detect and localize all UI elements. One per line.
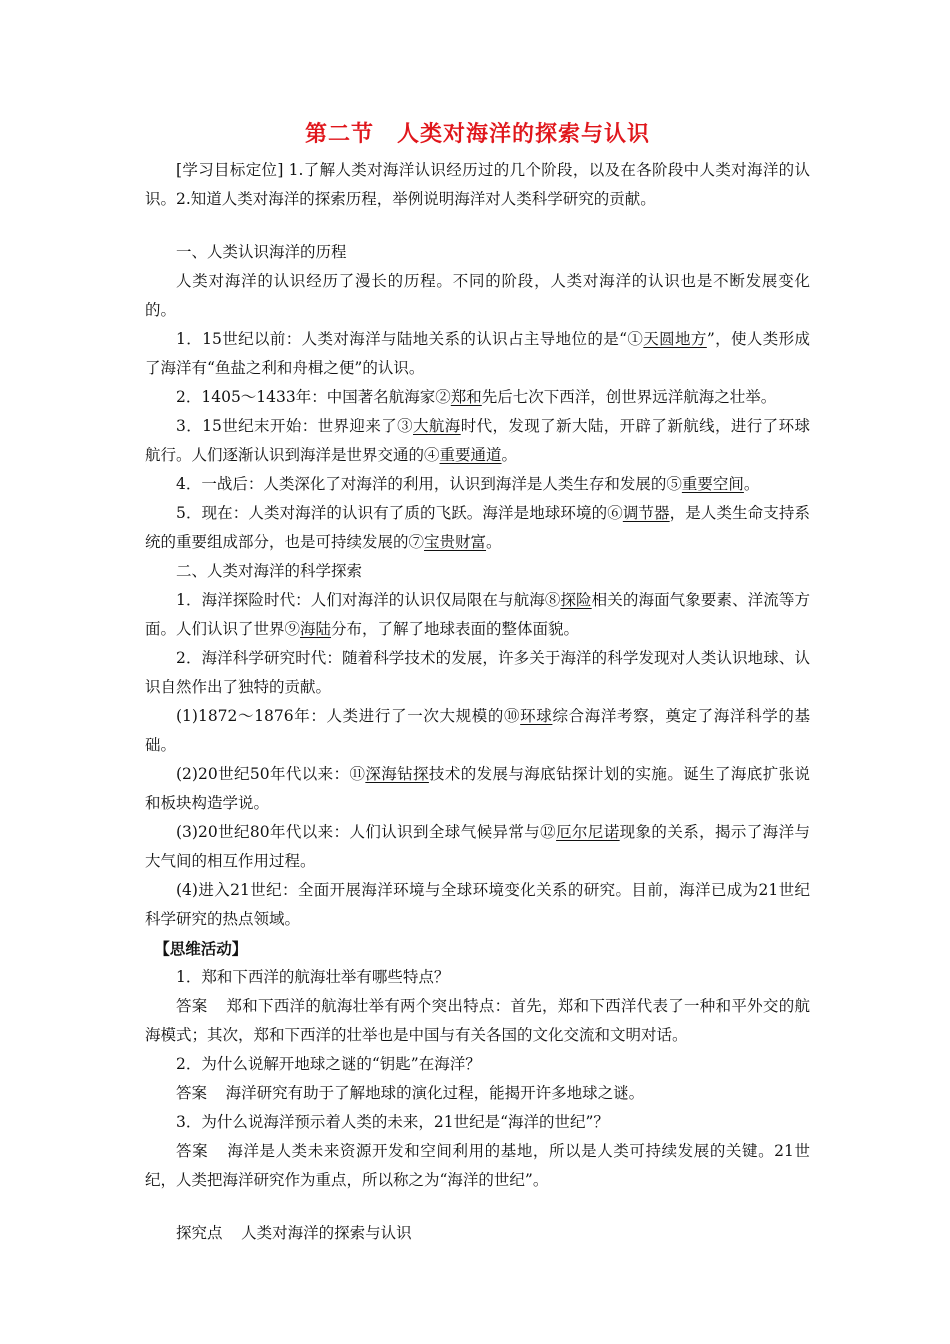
history-item-3: 3．15世纪末开始：世界迎来了③大航海时代，发现了新大陆，开辟了新航线，进行了环球航行。人们逐渐认识到海洋是世界交通的④重要通道。 [145,417,810,464]
history-item-4: 4．一战后：人类深化了对海洋的利用，认识到海洋是人类生存和发展的⑤重要空间。 [176,475,760,493]
answer-blank: 环球 [520,707,553,725]
answer-blank: 深海钻探 [365,765,429,783]
answer-blank: 天圆地方 [643,330,707,348]
objective-text: 1.了解人类对海洋认识经历过的几个阶段，以及在各阶段中人类对海洋的认识。2.知道人类对海洋的探索历程，举例说明海洋对人类科学研究的贡献。 [145,161,810,208]
answer-blank: 重要通道 [439,446,502,464]
history-item-1: 1．15世纪以前：人类对海洋与陆地关系的认识占主导地位的是“①天圆地方”，使人类形成了海洋有“鱼盐之利和舟楫之便”的认识。 [145,330,810,377]
answer-blank: 厄尔尼诺 [556,823,620,841]
answer-label: 答案 [176,1084,208,1102]
answer-blank: 郑和 [450,388,482,406]
science-sub-3: (3)20世纪80年代以来：人们认识到全球气候异常与⑫厄尔尼诺现象的关系，揭示了海洋与大气间的相互作用过程。 [145,823,810,870]
page-title: 第二节 人类对海洋的探索与认识 [304,121,650,147]
question-2: 2．为什么说解开地球之谜的“钥匙”在海洋？ [176,1055,481,1073]
question-1: 1．郑和下西洋的航海壮举有哪些特点？ [176,968,450,986]
history-item-5: 5．现在：人类对海洋的认识有了质的飞跃。海洋是地球环境的⑥调节器，是人类生命支持系统的重要组成部分，也是可持续发展的⑦宝贵财富。 [145,504,810,551]
answer-blank: 宝贵财富 [424,533,487,551]
answer-label: 答案 [176,1142,209,1160]
answer-1: 答案 郑和下西洋的航海壮举有两个突出特点：首先，郑和下西洋代表了一种和平外交的航海模式；其次，郑和下西洋的壮举也是中国与有关各国的文化交流和文明对话。 [145,997,810,1044]
science-sub-1: (1)1872～1876年：人类进行了一次大规模的⑩环球综合海洋考察，奠定了海洋科学的基础。 [145,707,810,754]
history-item-2: 2．1405～1433年：中国著名航海家②郑和先后七次下西洋，创世界远洋航海之壮举。 [176,388,777,406]
answer-blank: 大航海 [413,417,461,435]
explore-text: 人类对海洋的探索与认识 [241,1224,412,1242]
thinking-heading: 【思维活动】 [154,939,248,958]
science-sub-4: (4)进入21世纪：全面开展海洋环境与全球环境变化关系的研究。目前，海洋已成为21世纪科学研究的热点领域。 [145,881,810,928]
answer-blank: 海陆 [300,620,332,638]
objective-label: [学习目标定位] [176,161,284,179]
answer-blank: 重要空间 [681,475,744,493]
document-page [145,118,810,1248]
answer-blank: 探险 [560,591,592,609]
science-item-1: 1．海洋探险时代：人们对海洋的认识仅局限在与航海⑧探险相关的海面气象要素、洋流等方面。人们认识了世界⑨海陆分布，了解了地球表面的整体面貌。 [145,591,810,638]
explore-point [145,1219,810,1248]
answer-blank: 调节器 [622,504,670,522]
section1-intro: 人类对海洋的认识经历了漫长的历程。不同的阶段，人类对海洋的认识也是不断发展变化的。 [145,272,810,319]
science-sub-2: (2)20世纪50年代以来：⑪深海钻探技术的发展与海底钻探计划的实施。诞生了海底扩张说和板块构造学说。 [145,765,810,812]
learning-objective [145,156,810,214]
answer-label: 答案 [176,997,208,1015]
section1-heading: 一、人类认识海洋的历程 [176,243,347,261]
question-3: 3．为什么说海洋预示着人类的未来，21世纪是“海洋的世纪”？ [176,1113,609,1131]
explore-label: 探究点 [176,1224,223,1242]
section2-heading: 二、人类对海洋的科学探索 [176,562,363,580]
answer-3: 答案 海洋是人类未来资源开发和空间利用的基地，所以是人类可持续发展的关键。21世纪，人类把海洋研究作为重点，所以称之为“海洋的世纪”。 [145,1142,810,1189]
science-item-2: 2．海洋科学研究时代：随着科学技术的发展，许多关于海洋的科学发现对人类认识地球、认识自然作出了独特的贡献。 [145,649,810,696]
answer-2: 答案 海洋研究有助于了解地球的演化过程，能揭开许多地球之谜。 [176,1084,645,1102]
